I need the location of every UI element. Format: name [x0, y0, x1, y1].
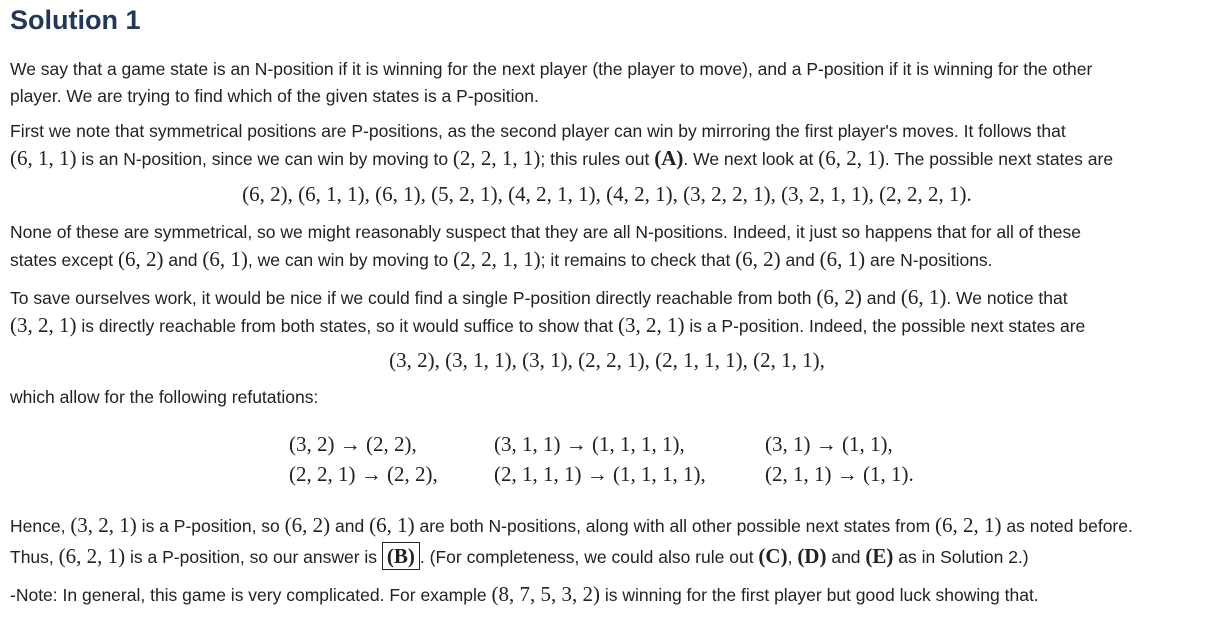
text: are N-positions.: [865, 250, 993, 270]
math-inline: (2, 2, 1, 1): [453, 247, 541, 271]
conclusion-paragraph: [10, 510, 1205, 572]
math-inline: (6, 1): [202, 247, 248, 271]
text: ,: [787, 547, 798, 567]
definition-paragraph: [10, 56, 1205, 110]
text: is a P-position, so: [136, 516, 285, 536]
text: and: [861, 288, 901, 308]
refutation-cell: (3, 1) → (1, 1),: [765, 432, 893, 456]
text: , we can win by moving to: [247, 250, 454, 270]
math-inline: (8, 7, 5, 3, 2): [491, 582, 600, 606]
text: is a P-position, so our answer is: [125, 547, 382, 567]
math-inline: (C): [758, 544, 788, 568]
suspicion-paragraph: [10, 219, 1205, 274]
text: -Note: In general, this game is very complicated. For example: [10, 585, 492, 605]
math-inline: (6, 1, 1): [10, 146, 77, 170]
math-inline: (A): [654, 146, 684, 170]
text: are both N-positions, along with all other possible next states from: [414, 516, 936, 536]
text: Thus,: [10, 547, 59, 567]
math-inline: (3, 2, 1): [70, 513, 137, 537]
text: as in Solution 2.): [893, 547, 1029, 567]
text-line: First we note that symmetrical positions are P-positions, as the second player can win by mirroring the first player's moves. It follows that: [10, 121, 1066, 141]
math-inline: (6, 2): [117, 247, 164, 271]
math-inline: (6, 2, 1): [58, 544, 126, 568]
text: ; it remains to check that: [540, 250, 736, 270]
text: is directly reachable from both states, so it would suffice to show that: [76, 316, 618, 336]
text: is winning for the first player but good luck showing that.: [599, 585, 1039, 605]
text: and: [330, 516, 370, 536]
text: states except: [10, 250, 118, 270]
text: ; this rules out: [540, 149, 655, 169]
refutation-cell: (2, 1, 1, 1) → (1, 1, 1, 1),: [494, 462, 706, 486]
boxed-answer: (B): [382, 542, 420, 570]
display-equation-next-states-321: (3, 2), (3, 1, 1), (3, 1), (2, 2, 1), (2, 1, 1, 1), (2, 1, 1),: [389, 348, 825, 372]
text-line: None of these are symmetrical, so we might reasonably suspect that they are all N-positions. Indeed, it just so happens that for all of these: [10, 222, 1081, 242]
math-inline: (6, 2, 1): [935, 513, 1002, 537]
text: To save ourselves work, it would be nice if we could find a single P-position directly reachable from both: [10, 288, 817, 308]
text-line: player. We are trying to find which of the given states is a P-position.: [10, 86, 539, 106]
text: as noted before.: [1001, 516, 1133, 536]
refutation-cell: (2, 2, 1) → (2, 2),: [289, 462, 438, 486]
math-inline: (6, 1): [819, 247, 866, 271]
text-line: We say that a game state is an N-position if it is winning for the next player (the player to move), and a P-position if it is winning for the other: [10, 59, 1093, 79]
note-paragraph: [10, 581, 1205, 609]
refutation-cell: (2, 1, 1) → (1, 1).: [765, 462, 914, 486]
text: Hence,: [10, 516, 71, 536]
text: and: [163, 250, 203, 270]
text: . We next look at: [683, 149, 819, 169]
text: is a P-position. Indeed, the possible next states are: [684, 316, 1086, 336]
math-inline: (6, 2): [735, 247, 781, 271]
solution-heading: Solution 1: [10, 5, 141, 35]
refutation-cell: (3, 1, 1) → (1, 1, 1, 1),: [494, 432, 685, 456]
math-inline: (6, 2, 1): [818, 146, 885, 170]
math-inline: (6, 1): [900, 285, 947, 309]
reachability-paragraph: [10, 284, 1205, 340]
refutation-intro: which allow for the following refutations:: [10, 387, 319, 407]
math-inline: (6, 1): [369, 513, 415, 537]
math-inline: (6, 2): [816, 285, 862, 309]
symmetry-paragraph: [10, 118, 1205, 173]
math-inline: (2, 2, 1, 1): [452, 146, 541, 170]
refutation-cell: (3, 2) → (2, 2),: [289, 432, 417, 456]
text: . We notice that: [946, 288, 1068, 308]
display-equation-next-states: (6, 2), (6, 1, 1), (6, 1), (5, 2, 1), (4, 2, 1, 1), (4, 2, 1), (3, 2, 2, 1), (3, 2, 1, 1), (2, 2, 2, 1).: [242, 182, 972, 206]
math-inline: (6, 2): [284, 513, 331, 537]
text: is an N-position, since we can win by moving to: [76, 149, 453, 169]
text: and: [780, 250, 820, 270]
math-inline: (3, 2, 1): [10, 313, 77, 337]
math-inline: (D): [797, 544, 827, 568]
text: . The possible next states are: [884, 149, 1114, 169]
text: . (For completeness, we could also rule out: [419, 547, 759, 567]
math-inline: (E): [865, 544, 894, 568]
math-inline: (3, 2, 1): [617, 313, 685, 337]
text: and: [826, 547, 866, 567]
